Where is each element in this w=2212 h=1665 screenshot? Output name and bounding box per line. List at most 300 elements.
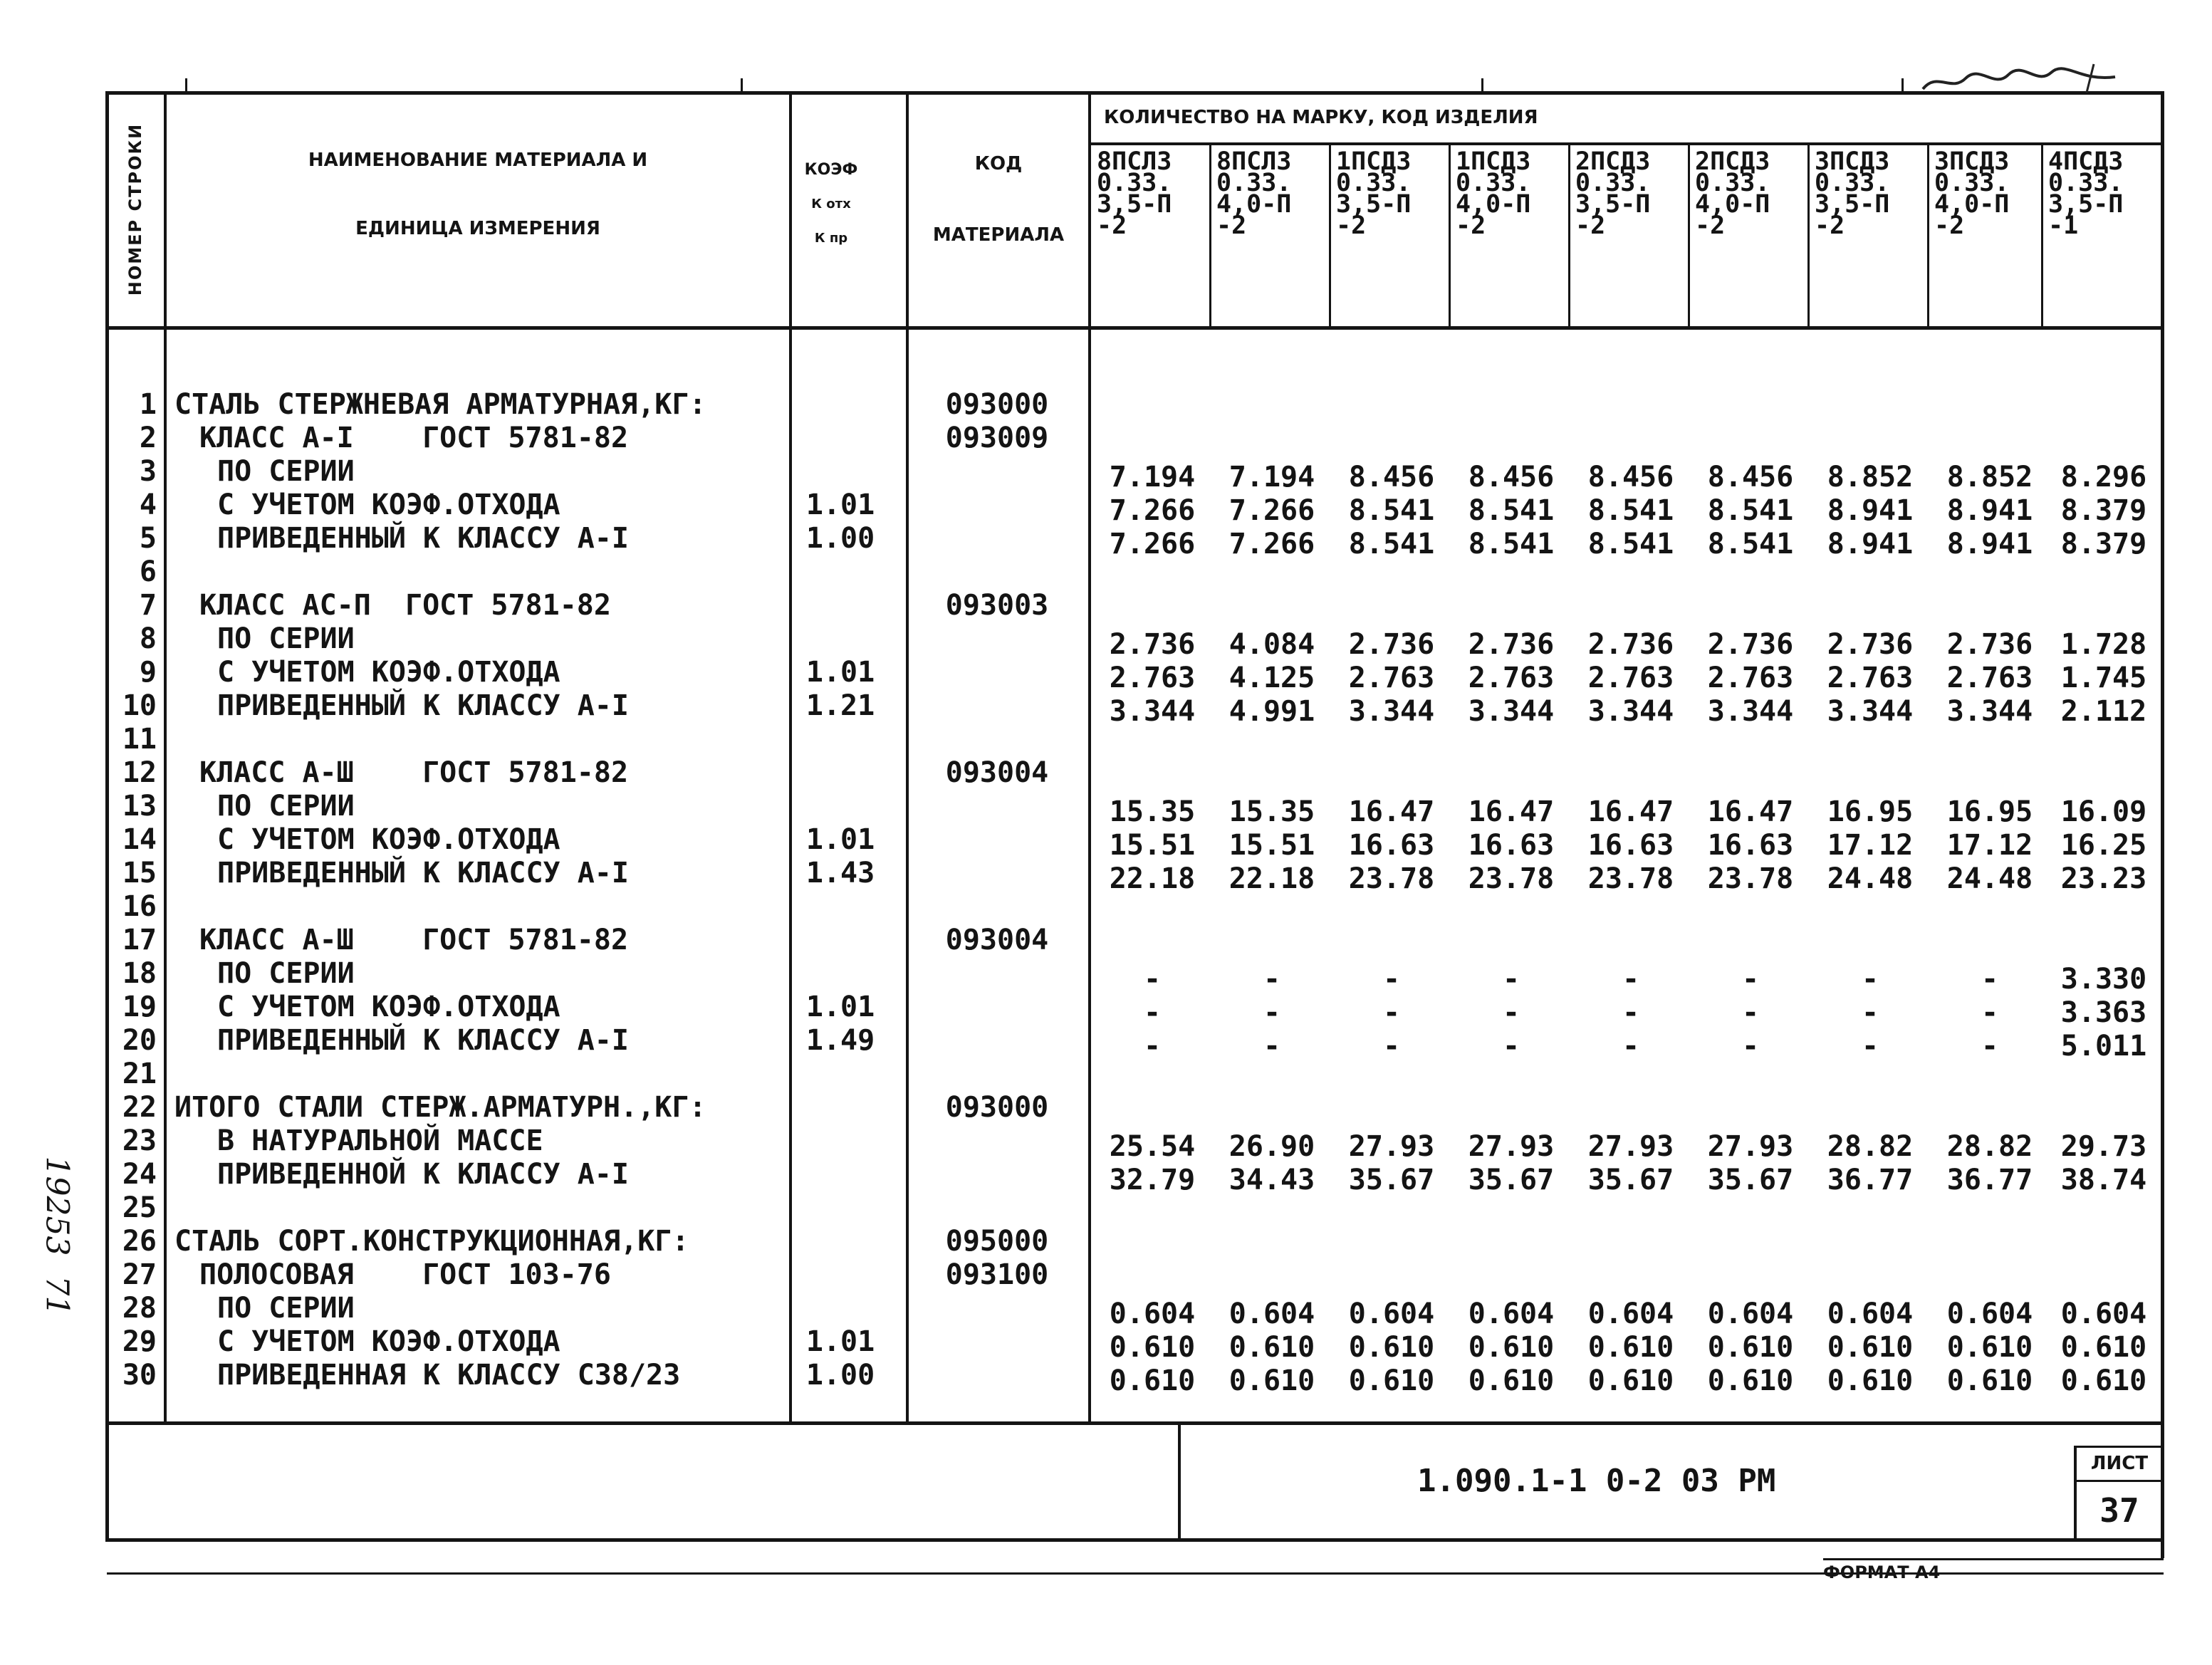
- row-number: 28: [122, 1292, 157, 1325]
- sheet-label: ЛИСТ: [2090, 1453, 2149, 1474]
- quantity-cell: 16.25: [2060, 829, 2147, 862]
- quantity-cell: -: [1143, 963, 1162, 996]
- quantity-cell: 4.125: [1228, 662, 1315, 694]
- koef-value: 1.01: [805, 991, 875, 1023]
- quantity-cell: 2.736: [1587, 628, 1674, 661]
- row-number: 29: [122, 1325, 157, 1358]
- margin-note-text: 19253 71: [38, 1156, 75, 1316]
- material-name: КЛАСС А-Ш ГОСТ 5781-82: [199, 924, 629, 956]
- quantity-cell: 2.763: [1468, 662, 1555, 694]
- material-code: 093009: [945, 422, 1049, 454]
- col-sep-rownum: [164, 91, 167, 1423]
- row-number: 10: [122, 689, 157, 722]
- document-code: 1.090.1-1 0-2 03 РМ: [1417, 1463, 1776, 1499]
- row-number: 2: [139, 422, 157, 454]
- quantity-cell: 5.011: [2060, 1030, 2147, 1063]
- quantity-cell: 16.47: [1468, 795, 1555, 828]
- quantity-cell: -: [1143, 996, 1162, 1029]
- col-sep-name: [789, 91, 792, 1423]
- quantity-cell: 32.79: [1109, 1164, 1196, 1196]
- material-name: ПРИВЕДЕННЫЙ К КЛАССУ А-I: [217, 1024, 629, 1057]
- quantity-cell: -: [1861, 996, 1879, 1029]
- mark-header-line: 3,5-П: [1336, 190, 1412, 219]
- footer-sheet-hline: [2074, 1480, 2162, 1482]
- koef-value: 1.21: [805, 689, 875, 722]
- quantity-cell: 0.604: [1348, 1298, 1435, 1330]
- koef-header: [792, 153, 870, 256]
- mark-header-line: -2: [1934, 212, 1965, 240]
- quantity-cell: -: [1861, 963, 1879, 996]
- material-code: 093003: [945, 589, 1049, 622]
- material-name: СТАЛЬ СОРТ.КОНСТРУКЦИОННАЯ,КГ:: [174, 1225, 689, 1258]
- quantity-cell: 8.852: [1946, 461, 2033, 494]
- quantity-cell: 8.541: [1348, 528, 1435, 560]
- mark-header-line: -2: [1336, 212, 1367, 240]
- quantity-cell: 8.852: [1827, 461, 1914, 494]
- quantity-cell: 27.93: [1707, 1130, 1794, 1163]
- quantity-cell: 2.763: [1707, 662, 1794, 694]
- quantity-cell: 0.610: [1587, 1331, 1674, 1364]
- koef-value: 1.49: [805, 1024, 875, 1057]
- mark-header-line: 8ПСЛ3: [1216, 147, 1292, 176]
- row-number: 15: [122, 857, 157, 889]
- quantity-cell: 7.194: [1228, 461, 1315, 494]
- row-number: 6: [139, 555, 157, 588]
- material-header-line1: НАИМЕНОВАНИЕ МАТЕРИАЛА И: [308, 150, 648, 171]
- quantity-cell: -: [1382, 1030, 1401, 1063]
- material-name: ПРИВЕДЕННОЙ К КЛАССУ А-I: [217, 1158, 629, 1191]
- row-number: 18: [122, 957, 157, 990]
- material-name: В НАТУРАЛЬНОЙ МАССЕ: [217, 1124, 543, 1157]
- quantity-cell: 3.344: [1109, 695, 1196, 728]
- quantity-cell: 8.541: [1468, 494, 1555, 527]
- quantity-cell: 2.736: [1348, 628, 1435, 661]
- material-code: 093000: [945, 388, 1049, 421]
- mark-header-line: 3,5-П: [1815, 190, 1890, 219]
- quantity-cell: 8.456: [1707, 461, 1794, 494]
- quantity-cell: -: [1502, 1030, 1520, 1063]
- quantity-cell: 3.344: [1348, 695, 1435, 728]
- material-name: С УЧЕТОМ КОЭФ.ОТХОДА: [217, 991, 560, 1023]
- material-header: [167, 150, 789, 239]
- signature-icon: [1916, 57, 2129, 100]
- quantity-cell: -: [1622, 963, 1640, 996]
- quantity-cell: 3.363: [2060, 996, 2147, 1029]
- quantity-cell: -: [1741, 1030, 1760, 1063]
- quantity-cell: 0.610: [2060, 1364, 2147, 1397]
- quantity-cell: 0.610: [1707, 1331, 1794, 1364]
- quantity-cell: 35.67: [1707, 1164, 1794, 1196]
- mark-header-9: [2043, 147, 2171, 240]
- quantity-cell: 8.941: [1946, 494, 2033, 527]
- material-code: 095000: [945, 1225, 1049, 1258]
- frame-top-line: [105, 91, 2162, 95]
- quantity-cell: 0.610: [1946, 1364, 2033, 1397]
- mark-header-line: 4,0-П: [1456, 190, 1531, 219]
- quantity-cell: 0.610: [1348, 1331, 1435, 1364]
- quantity-cell: 15.35: [1109, 795, 1196, 828]
- quantity-cell: -: [1741, 996, 1760, 1029]
- quantity-cell: 16.47: [1587, 795, 1674, 828]
- mark-header-2: [1211, 147, 1339, 240]
- mark-header-line: -2: [1815, 212, 1845, 240]
- quantity-cell: 0.604: [2060, 1298, 2147, 1330]
- mark-header-line: 3,5-П: [1097, 190, 1172, 219]
- quantity-cell: 7.266: [1228, 528, 1315, 560]
- row-number: 20: [122, 1024, 157, 1057]
- quantity-cell: 8.541: [1587, 528, 1674, 560]
- quantity-cell: 16.47: [1707, 795, 1794, 828]
- row-number: 17: [122, 924, 157, 956]
- quantity-cell: 22.18: [1228, 862, 1315, 895]
- quantity-cell: 38.74: [2060, 1164, 2147, 1196]
- quantity-cell: 25.54: [1109, 1130, 1196, 1163]
- material-name: ПО СЕРИИ: [217, 622, 355, 655]
- margin-note: [28, 1125, 85, 1339]
- quantity-header: КОЛИЧЕСТВО НА МАРКУ, КОД ИЗДЕЛИЯ: [1104, 107, 1538, 128]
- quantity-cell: 17.12: [1946, 829, 2033, 862]
- quantity-cell: -: [1622, 996, 1640, 1029]
- format-label: ФОРМАТ А4: [1823, 1562, 1941, 1582]
- scan-tick-left: [185, 78, 187, 93]
- material-code: 093004: [945, 756, 1049, 789]
- koef-header-line1: КОЭФ: [804, 161, 858, 179]
- mark-header-line: 2ПСД3: [1695, 147, 1770, 176]
- quantity-cell: 0.610: [1468, 1364, 1555, 1397]
- row-number: 27: [122, 1258, 157, 1291]
- material-name: ПО СЕРИИ: [217, 790, 355, 823]
- quantity-cell: 8.379: [2060, 528, 2147, 560]
- quantity-cell: 3.344: [1587, 695, 1674, 728]
- quantity-cell: 2.763: [1587, 662, 1674, 694]
- mark-header-line: 3ПСД3: [1934, 147, 2010, 176]
- quantity-cell: 28.82: [1827, 1130, 1914, 1163]
- koef-value: 1.43: [805, 857, 875, 889]
- quantity-cell: 23.78: [1587, 862, 1674, 895]
- mark-header-line: -2: [1695, 212, 1726, 240]
- mark-header-line: 2ПСД3: [1575, 147, 1651, 176]
- koef-value: 1.01: [805, 656, 875, 689]
- quantity-cell: 24.48: [1827, 862, 1914, 895]
- mark-header-line: 4,0-П: [1934, 190, 2010, 219]
- quantity-cell: 35.67: [1468, 1164, 1555, 1196]
- footer-bottom-line: [105, 1538, 2162, 1542]
- quantity-cell: 4.991: [1228, 695, 1315, 728]
- quantity-cell: 23.23: [2060, 862, 2147, 895]
- row-number: 21: [122, 1058, 157, 1090]
- scan-tick-far: [1901, 78, 1904, 93]
- quantity-cell: 0.604: [1946, 1298, 2033, 1330]
- quantity-cell: 1.745: [2060, 662, 2147, 694]
- mark-header-line: -2: [1575, 212, 1606, 240]
- quantity-cell: 7.266: [1109, 528, 1196, 560]
- quantity-cell: -: [1861, 1030, 1879, 1063]
- quantity-cell: 27.93: [1587, 1130, 1674, 1163]
- code-header-line2: МАТЕРИАЛА: [932, 224, 1065, 246]
- mark-header-line: 0.33.: [1216, 169, 1292, 197]
- mark-header-line: 4,0-П: [1695, 190, 1770, 219]
- koef-value: 1.00: [805, 522, 875, 555]
- row-number: 8: [139, 622, 157, 655]
- footer-sep-left: [1178, 1423, 1181, 1541]
- mark-header-line: -2: [1097, 212, 1127, 240]
- quantity-cell: 0.610: [1228, 1331, 1315, 1364]
- quantity-cell: 2.736: [1468, 628, 1555, 661]
- quantity-cell: -: [1981, 963, 1999, 996]
- quantity-cell: 2.763: [1348, 662, 1435, 694]
- material-name: КЛАСС А-Ш ГОСТ 5781-82: [199, 756, 629, 789]
- quantity-cell: -: [1143, 1030, 1162, 1063]
- row-number: 11: [122, 723, 157, 756]
- material-name: С УЧЕТОМ КОЭФ.ОТХОДА: [217, 1325, 560, 1358]
- mark-header-line: 0.33.: [1575, 169, 1651, 197]
- quantity-cell: 22.18: [1109, 862, 1196, 895]
- quantity-cell: -: [1502, 963, 1520, 996]
- quantity-cell: 8.541: [1468, 528, 1555, 560]
- quantity-cell: 4.084: [1228, 628, 1315, 661]
- quantity-cell: 26.90: [1228, 1130, 1315, 1163]
- material-name: ПРИВЕДЕННЫЙ К КЛАССУ А-I: [217, 689, 629, 722]
- quantity-cell: 8.379: [2060, 494, 2147, 527]
- quantity-cell: 8.456: [1348, 461, 1435, 494]
- mark-header-4: [1450, 147, 1578, 240]
- quantity-cell: 16.95: [1827, 795, 1914, 828]
- quantity-cell: 3.330: [2060, 963, 2147, 996]
- quantity-cell: 8.941: [1827, 528, 1914, 560]
- row-number: 13: [122, 790, 157, 823]
- header-bottom-line: [105, 326, 2162, 330]
- quantity-cell: 0.610: [1587, 1364, 1674, 1397]
- quantity-cell: 0.610: [1348, 1364, 1435, 1397]
- quantity-cell: 36.77: [1946, 1164, 2033, 1196]
- mark-header-line: -2: [1216, 212, 1247, 240]
- quantity-cell: 0.604: [1109, 1298, 1196, 1330]
- col-sep-code: [1088, 91, 1091, 1423]
- material-name: ПРИВЕДЕННЫЙ К КЛАССУ А-I: [217, 522, 629, 555]
- row-number: 3: [139, 455, 157, 488]
- quantity-cell: -: [1263, 963, 1281, 996]
- quantity-cell: 1.728: [2060, 628, 2147, 661]
- material-code: 093000: [945, 1091, 1049, 1124]
- mark-header-line: 1ПСД3: [1456, 147, 1531, 176]
- material-name: ПО СЕРИИ: [217, 1292, 355, 1325]
- mark-header-1: [1091, 147, 1219, 240]
- quantity-cell: 0.610: [1827, 1364, 1914, 1397]
- row-number: 9: [139, 656, 157, 689]
- mark-header-line: 0.33.: [1097, 169, 1172, 197]
- quantity-cell: 35.67: [1348, 1164, 1435, 1196]
- quantity-cell: -: [1981, 1030, 1999, 1063]
- row-number: 7: [139, 589, 157, 622]
- material-name: ПРИВЕДЕННАЯ К КЛАССУ С38/23: [217, 1359, 681, 1392]
- quantity-cell: 0.604: [1468, 1298, 1555, 1330]
- koef-header-line3: К пр: [814, 231, 848, 246]
- quantity-cell: 7.266: [1109, 494, 1196, 527]
- koef-value: 1.01: [805, 823, 875, 856]
- quantity-cell: 24.48: [1946, 862, 2033, 895]
- row-number: 4: [139, 489, 157, 521]
- mark-header-5: [1570, 147, 1698, 240]
- quantity-header-line: [1090, 142, 2162, 145]
- quantity-cell: 8.541: [1348, 494, 1435, 527]
- row-number: 23: [122, 1124, 157, 1157]
- quantity-cell: 2.736: [1827, 628, 1914, 661]
- mark-header-line: 0.33.: [1695, 169, 1770, 197]
- mark-header-line: 4ПСД3: [2048, 147, 2124, 176]
- material-name: ПОЛОСОВАЯ ГОСТ 103-76: [199, 1258, 611, 1291]
- quantity-cell: 8.456: [1587, 461, 1674, 494]
- koef-value: 1.01: [805, 489, 875, 521]
- quantity-cell: 7.266: [1228, 494, 1315, 527]
- quantity-cell: 23.78: [1348, 862, 1435, 895]
- koef-header-line2: К отх: [811, 197, 851, 212]
- koef-value: 1.00: [805, 1359, 875, 1392]
- material-header-line2: ЕДИНИЦА ИЗМЕРЕНИЯ: [355, 218, 600, 239]
- quantity-cell: 8.941: [1827, 494, 1914, 527]
- quantity-cell: 2.736: [1946, 628, 2033, 661]
- quantity-cell: 0.604: [1587, 1298, 1674, 1330]
- quantity-cell: 16.95: [1946, 795, 2033, 828]
- material-name: СТАЛЬ СТЕРЖНЕВАЯ АРМАТУРНАЯ,КГ:: [174, 388, 706, 421]
- row-number: 19: [122, 991, 157, 1023]
- quantity-cell: 0.610: [1228, 1364, 1315, 1397]
- row-number: 12: [122, 756, 157, 789]
- material-code: 093100: [945, 1258, 1049, 1291]
- material-name: КЛАСС А-I ГОСТ 5781-82: [199, 422, 629, 454]
- quantity-cell: -: [1502, 996, 1520, 1029]
- body-bottom-line: [105, 1421, 2162, 1425]
- quantity-cell: 0.610: [1946, 1331, 2033, 1364]
- scan-tick-right: [1481, 78, 1483, 93]
- mark-header-line: 0.33.: [1456, 169, 1531, 197]
- quantity-cell: 3.344: [1946, 695, 2033, 728]
- quantity-cell: 3.344: [1468, 695, 1555, 728]
- row-number-header-text: НОМЕР СТРОКИ: [125, 122, 145, 296]
- quantity-cell: 2.112: [2060, 695, 2147, 728]
- mark-header-line: 0.33.: [1934, 169, 2010, 197]
- quantity-cell: 2.763: [1109, 662, 1196, 694]
- row-number: 25: [122, 1191, 157, 1224]
- material-name: С УЧЕТОМ КОЭФ.ОТХОДА: [217, 489, 560, 521]
- mark-header-8: [1929, 147, 2057, 240]
- quantity-cell: 8.541: [1707, 528, 1794, 560]
- quantity-cell: 36.77: [1827, 1164, 1914, 1196]
- material-name: ПО СЕРИИ: [217, 957, 355, 990]
- quantity-cell: -: [1741, 963, 1760, 996]
- quantity-cell: 35.67: [1587, 1164, 1674, 1196]
- material-name: С УЧЕТОМ КОЭФ.ОТХОДА: [217, 656, 560, 689]
- quantity-cell: 8.541: [1707, 494, 1794, 527]
- code-header-line1: КОД: [974, 153, 1023, 174]
- material-code: 093004: [945, 924, 1049, 956]
- quantity-cell: -: [1382, 963, 1401, 996]
- quantity-cell: 27.93: [1348, 1130, 1435, 1163]
- quantity-cell: 16.47: [1348, 795, 1435, 828]
- quantity-cell: 8.541: [1587, 494, 1674, 527]
- material-name: КЛАСС АС-П ГОСТ 5781-82: [199, 589, 611, 622]
- quantity-cell: 16.63: [1468, 829, 1555, 862]
- quantity-cell: 16.63: [1707, 829, 1794, 862]
- row-number: 30: [122, 1359, 157, 1392]
- quantity-cell: -: [1622, 1030, 1640, 1063]
- quantity-cell: 0.604: [1707, 1298, 1794, 1330]
- footer-bottom-right-sep: [1823, 1558, 2164, 1560]
- quantity-cell: 2.763: [1946, 662, 2033, 694]
- mark-header-line: 0.33.: [2048, 169, 2124, 197]
- mark-header-line: 0.33.: [1336, 169, 1412, 197]
- footer-sheet-top: [2074, 1446, 2162, 1448]
- quantity-cell: 17.12: [1827, 829, 1914, 862]
- quantity-cell: 0.610: [1827, 1331, 1914, 1364]
- quantity-cell: 3.344: [1827, 695, 1914, 728]
- mark-header-line: 4,0-П: [1216, 190, 1292, 219]
- mark-header-line: 0.33.: [1815, 169, 1890, 197]
- quantity-cell: 16.63: [1587, 829, 1674, 862]
- mark-header-line: 3ПСД3: [1815, 147, 1890, 176]
- quantity-cell: 29.73: [2060, 1130, 2147, 1163]
- quantity-cell: -: [1263, 1030, 1281, 1063]
- row-number: 5: [139, 522, 157, 555]
- quantity-cell: 8.296: [2060, 461, 2147, 494]
- quantity-cell: 0.610: [1707, 1364, 1794, 1397]
- mark-header-line: -1: [2048, 212, 2079, 240]
- row-number-header: [114, 107, 157, 320]
- row-number: 1: [139, 388, 157, 421]
- mark-header-6: [1689, 147, 1817, 240]
- quantity-cell: 2.736: [1109, 628, 1196, 661]
- quantity-cell: 16.09: [2060, 795, 2147, 828]
- quantity-cell: -: [1981, 996, 1999, 1029]
- material-name: ПРИВЕДЕННЫЙ К КЛАССУ А-I: [217, 857, 629, 889]
- row-number: 24: [122, 1158, 157, 1191]
- quantity-cell: 27.93: [1468, 1130, 1555, 1163]
- quantity-cell: 15.51: [1228, 829, 1315, 862]
- quantity-cell: 15.51: [1109, 829, 1196, 862]
- mark-header-line: 3,5-П: [1575, 190, 1651, 219]
- material-name: ПО СЕРИИ: [217, 455, 355, 488]
- mark-header-3: [1330, 147, 1459, 240]
- quantity-cell: 0.610: [1468, 1331, 1555, 1364]
- quantity-cell: 34.43: [1228, 1164, 1315, 1196]
- mark-header-line: -2: [1456, 212, 1486, 240]
- mark-header-line: 8ПСЛ3: [1097, 147, 1172, 176]
- scan-tick-mid: [741, 78, 743, 93]
- mark-header-line: 3,5-П: [2048, 190, 2124, 219]
- quantity-cell: 8.941: [1946, 528, 2033, 560]
- quantity-cell: 2.736: [1707, 628, 1794, 661]
- material-name: ИТОГО СТАЛИ СТЕРЖ.АРМАТУРН.,КГ:: [174, 1091, 706, 1124]
- quantity-cell: 0.604: [1228, 1298, 1315, 1330]
- quantity-cell: 0.610: [1109, 1331, 1196, 1364]
- code-header: [909, 153, 1088, 246]
- koef-value: 1.01: [805, 1325, 875, 1358]
- quantity-cell: 16.63: [1348, 829, 1435, 862]
- row-number: 14: [122, 823, 157, 856]
- quantity-cell: -: [1263, 996, 1281, 1029]
- quantity-cell: 23.78: [1468, 862, 1555, 895]
- quantity-cell: 8.456: [1468, 461, 1555, 494]
- quantity-cell: 3.344: [1707, 695, 1794, 728]
- material-name: С УЧЕТОМ КОЭФ.ОТХОДА: [217, 823, 560, 856]
- quantity-cell: 23.78: [1707, 862, 1794, 895]
- mark-header-7: [1809, 147, 1937, 240]
- quantity-cell: 28.82: [1946, 1130, 2033, 1163]
- quantity-cell: -: [1382, 996, 1401, 1029]
- mark-header-line: 1ПСД3: [1336, 147, 1412, 176]
- quantity-cell: 2.763: [1827, 662, 1914, 694]
- row-number: 16: [122, 890, 157, 923]
- row-number: 26: [122, 1225, 157, 1258]
